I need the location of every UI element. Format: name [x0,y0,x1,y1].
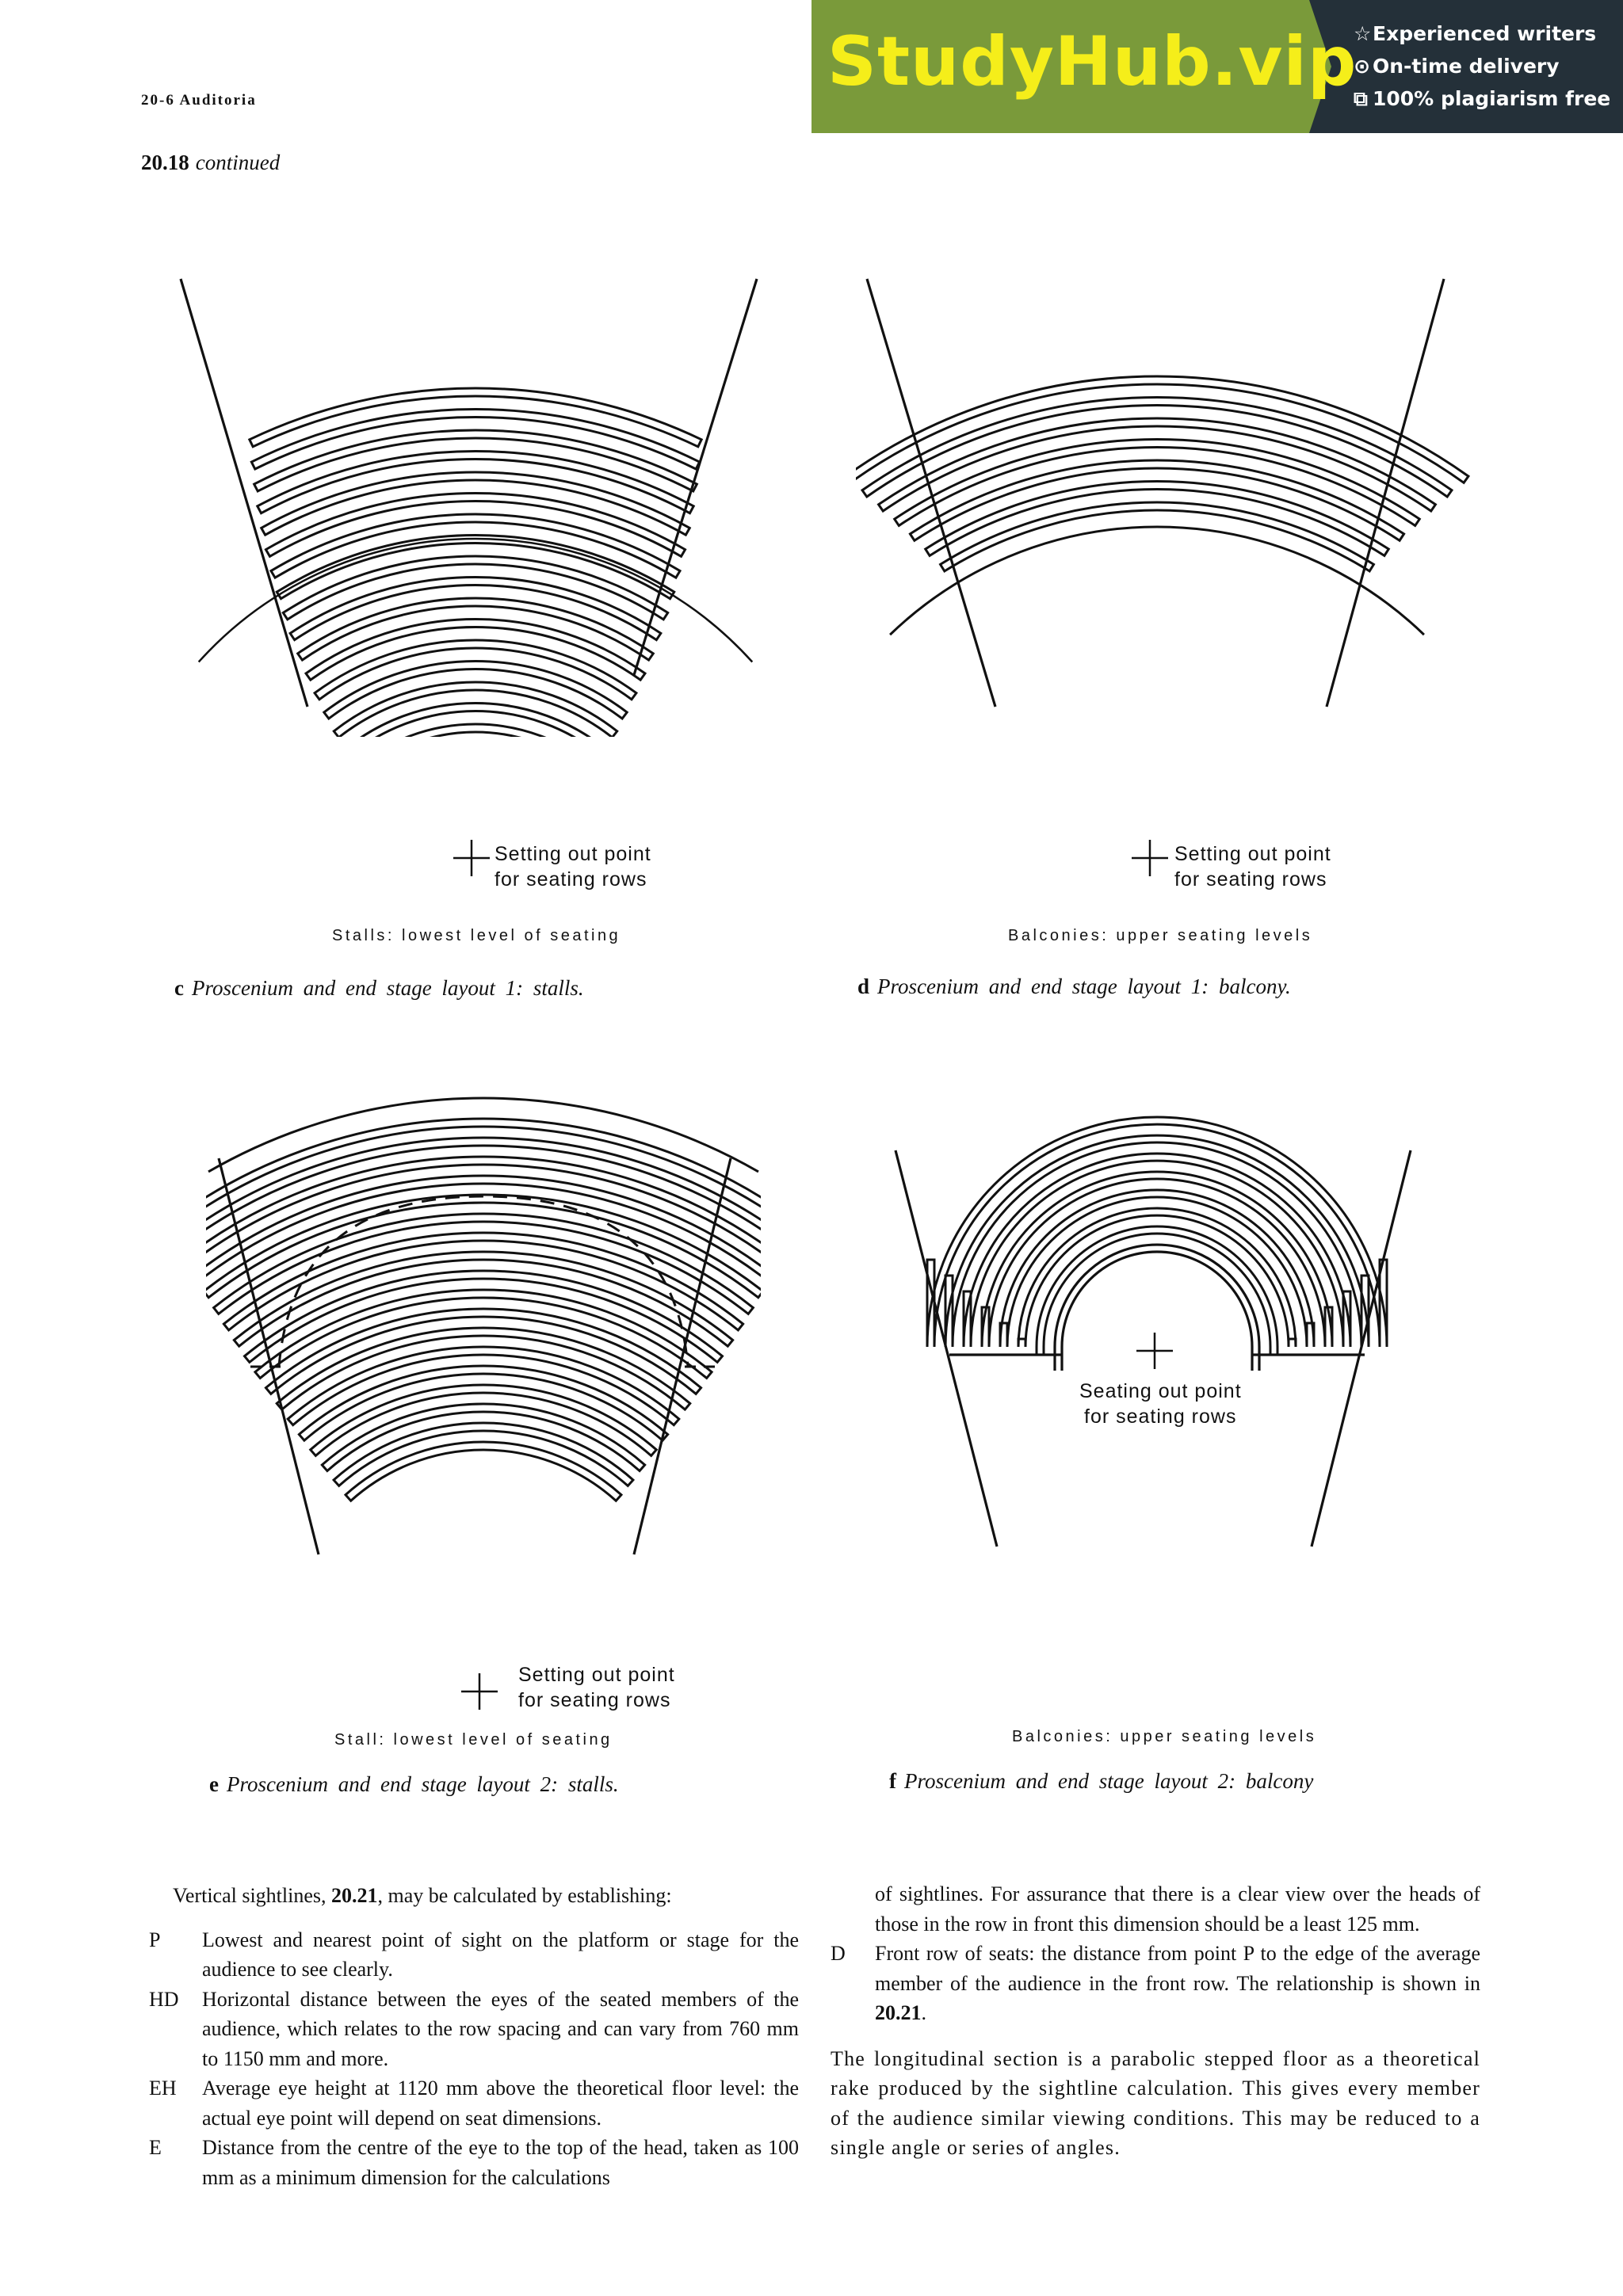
feature-on-time-delivery [1354,55,1560,78]
setting-out-marker-f [1135,1331,1174,1371]
seating-row [206,1176,761,1281]
clock-icon: ⊙ [1354,55,1370,78]
side-wall-right [1312,1150,1411,1547]
caption-text-f: Proscenium and end stage layout 2: balcony [904,1769,1314,1793]
balcony-row [945,1135,1369,1347]
definition-text: Horizontal distance between the eyes of the seated members of the audience, which relates to the row spacing and can vary from 760 mm to 1150 mm and more. [202,1987,799,2070]
rear-boundary-arc [208,1098,758,1172]
balcony-row [856,376,1468,482]
feature-label: On-time delivery [1373,55,1560,78]
figure-e-stalls-plan [206,1046,761,1569]
seating-row [290,578,661,640]
definition-text: Lowest and nearest point of sight on the platform or stage for the audience to see clearly. [202,1928,799,1981]
definition-e-continued: of sightlines. For assurance that there is a clear view over the heads of those in the row in front this dimension should be a least 125 mm. [875,1882,1480,1936]
figure-f-balcony-plan [872,1046,1442,1569]
marker-label-d-2: for seating rows [1174,868,1327,891]
definition-e [149,2133,799,2192]
definition-text: Average eye height at 1120 mm above the theoretical floor level: the actual eye point will depend on seat dimensions. [202,2077,799,2130]
side-wall-left [867,279,995,707]
definition-d [831,1939,1480,2028]
feature-label: 100% plagiarism free [1373,87,1611,110]
caption-letter-c: c [174,976,184,1000]
caption-text-c: Proscenium and end stage layout 1: stalls. [191,976,584,1000]
text-column-left [149,1881,799,2192]
figure-number: 20.18 [141,151,189,174]
seating-row [334,1423,633,1486]
feature-label: Experienced writers [1373,22,1597,45]
seating-row [265,1309,701,1394]
seating-row [265,494,685,557]
definition-term: P [149,1928,161,1951]
seating-row [258,452,693,513]
seating-row [283,556,667,620]
brand-logo[interactable]: StudyHub.vip [827,22,1358,101]
sublabel-f: Balconies: upper seating levels [1012,1728,1317,1745]
intro-text-end: , may be calculated by establishing: [377,1884,672,1907]
side-wall-right [634,279,757,675]
setting-out-marker-d [1130,838,1170,878]
marker-label-c-2: for seating rows [495,868,647,891]
intro-text: Vertical sightlines, [173,1884,332,1907]
seating-row [322,1404,644,1470]
seating-row [262,472,690,535]
definition-d-ref: 20.21 [875,2001,922,2024]
figure-d-balcony-plan [856,214,1474,737]
copy-icon: ⧉ [1354,87,1368,110]
definition-term: HD [149,1987,179,2011]
marker-label-e-1: Setting out point [518,1664,675,1686]
caption-c [174,976,584,1001]
seating-row [206,1138,761,1248]
seating-row [277,536,674,599]
balcony-row [1018,1208,1296,1347]
definition-d-text: Front row of seats: the distance from point P to the edge of the average member of the audience in the front row. The relationship is shown in [875,1942,1480,1995]
caption-d [857,974,1291,999]
star-icon: ☆ [1354,22,1372,45]
setting-out-marker-e [460,1672,499,1711]
definition-eh [149,2073,799,2133]
caption-letter-e: e [209,1772,219,1796]
intro-ref: 20.21 [331,1884,378,1907]
sublabel-e: Stall: lowest level of seating [334,1731,613,1749]
setting-out-marker-c [452,838,491,878]
sublabel-c: Stalls: lowest level of seating [332,927,621,944]
side-wall-right [634,1158,731,1554]
balcony-row [941,502,1374,571]
marker-label-e-2: for seating rows [518,1689,671,1711]
side-wall-left [181,279,307,707]
caption-text-d: Proscenium and end stage layout 1: balcony. [877,974,1291,998]
definition-term: EH [149,2077,177,2100]
definition-d-end: . [921,2001,926,2024]
side-wall-right [1327,279,1444,707]
definition-hd [149,1985,799,2074]
seating-row [306,620,645,681]
figure-c-stalls-plan [158,214,792,737]
running-head: 20-6 Auditoria [141,92,257,109]
balcony-row [879,418,1436,511]
balcony-row [927,1117,1387,1347]
intro-paragraph [173,1881,799,1911]
marker-label-d-1: Setting out point [1174,843,1331,865]
feature-experienced-writers [1354,22,1596,45]
seating-row [298,598,654,660]
marker-label-f-1: Seating out point [1079,1380,1242,1402]
definition-text: Distance from the centre of the eye to the top of the head, taken as 100 mm as a minimum dimension for the calculations [202,2136,799,2189]
feature-plagiarism-free [1354,87,1610,111]
marker-label-f-2: for seating rows [1084,1405,1237,1428]
text-column-right [831,1879,1480,2163]
figure-continued: continued [195,151,281,174]
figure-number-line [141,151,280,175]
seating-row [234,1252,732,1346]
caption-letter-f: f [889,1769,896,1793]
definition-term: D [831,1942,846,1965]
definition-p [149,1925,799,1985]
caption-letter-d: d [857,974,870,998]
marker-label-c-1: Setting out point [495,843,651,865]
definition-term: E [149,2136,162,2159]
caption-text-e: Proscenium and end stage layout 2: stalls. [226,1772,619,1796]
definition-text [875,1939,1480,2028]
side-wall-left [219,1158,319,1554]
caption-e [209,1772,619,1797]
closing-paragraph: The longitudinal section is a parabolic stepped floor as a theoretical rake produced by the sightline calculation. This gives every member of the audience similar viewing conditions. This may be reduced to a single angle or series of angles. [831,2046,1480,2159]
sublabel-d: Balconies: upper seating levels [1008,927,1313,944]
caption-f [889,1769,1313,1794]
seating-row [254,430,697,491]
seating-row [346,1442,621,1501]
